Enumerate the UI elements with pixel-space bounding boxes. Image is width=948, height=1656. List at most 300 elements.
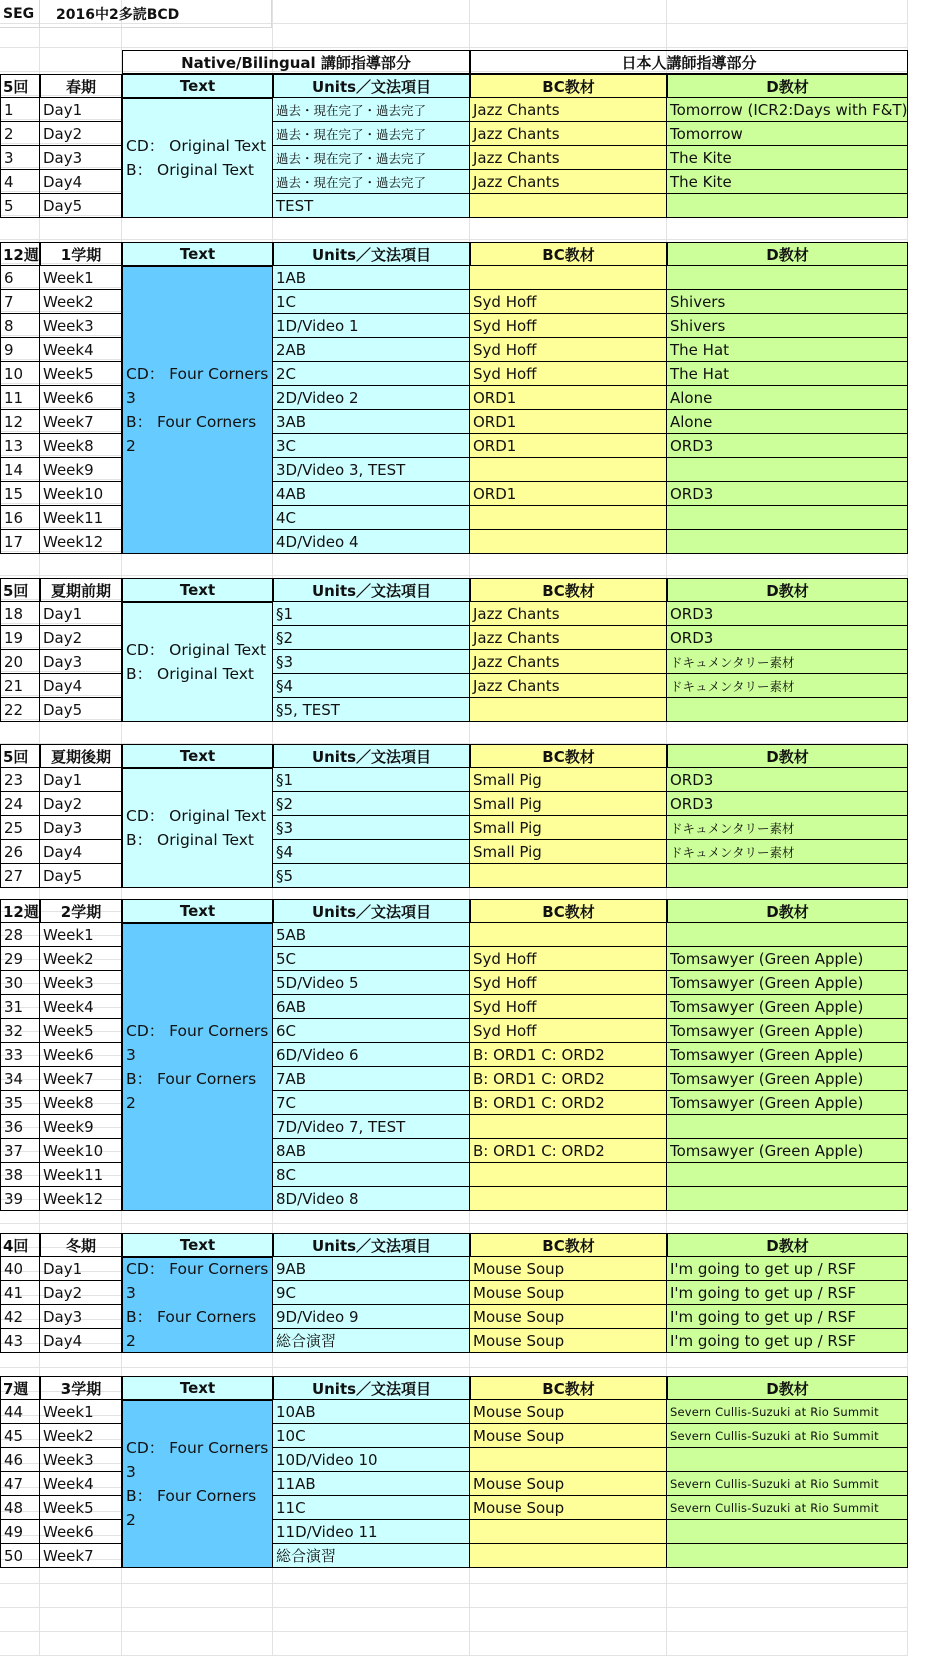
row-number: 36 xyxy=(0,1115,40,1139)
row-session: Week9 xyxy=(40,1115,122,1139)
column-header-text: Text xyxy=(122,242,273,266)
row-bc-material: Jazz Chants xyxy=(470,650,667,674)
grid-cell[interactable] xyxy=(273,216,470,240)
row-units: 過去・現在完了・過去完了 xyxy=(273,170,470,194)
section-term: 3学期 xyxy=(40,1376,122,1400)
grid-cell[interactable] xyxy=(0,48,40,72)
grid-cell[interactable] xyxy=(40,216,122,240)
grid-cell[interactable] xyxy=(470,0,667,24)
row-session: Day1 xyxy=(40,768,122,792)
grid-cell[interactable] xyxy=(0,720,40,744)
row-number: 38 xyxy=(0,1163,40,1187)
column-header-bc: BC教材 xyxy=(470,1376,667,1400)
row-units: 6D/Video 6 xyxy=(273,1043,470,1067)
text-material-line: B： Four Corners 2 xyxy=(126,1308,257,1350)
column-header-d: D教材 xyxy=(667,242,908,266)
row-units: §4 xyxy=(273,674,470,698)
grid-cell[interactable] xyxy=(273,552,470,576)
row-bc-material: Syd Hoff xyxy=(470,362,667,386)
text-material-line: B： Original Text xyxy=(126,161,254,179)
row-session: Day3 xyxy=(40,816,122,840)
row-units: 2D/Video 2 xyxy=(273,386,470,410)
grid-cell[interactable] xyxy=(0,1632,40,1656)
row-session: Week3 xyxy=(40,314,122,338)
grid-cell[interactable] xyxy=(273,0,470,24)
row-bc-material xyxy=(470,1448,667,1472)
row-session: Day1 xyxy=(40,98,122,122)
grid-cell[interactable] xyxy=(122,720,273,744)
row-bc-material: Jazz Chants xyxy=(470,146,667,170)
text-material-line: CD： Four Corners xyxy=(126,365,269,383)
grid-cell[interactable] xyxy=(273,720,470,744)
row-units: 10AB xyxy=(273,1400,470,1424)
row-d-material: Tomsawyer (Green Apple) xyxy=(667,1019,908,1043)
text-material-line: B： Four Corners 2 xyxy=(126,1487,257,1529)
row-d-material xyxy=(667,266,908,290)
row-units: §3 xyxy=(273,816,470,840)
row-d-material xyxy=(667,1520,908,1544)
row-d-material: Shivers xyxy=(667,290,908,314)
row-number: 37 xyxy=(0,1139,40,1163)
grid-cell[interactable] xyxy=(667,1632,908,1656)
row-session: Week8 xyxy=(40,1091,122,1115)
row-units: §1 xyxy=(273,768,470,792)
row-bc-material: Mouse Soup xyxy=(470,1305,667,1329)
row-session: Week6 xyxy=(40,1520,122,1544)
text-material-line: 3 xyxy=(126,1284,136,1302)
column-header-bc: BC教材 xyxy=(470,74,667,98)
row-d-material: Tomsawyer (Green Apple) xyxy=(667,971,908,995)
grid-cell[interactable] xyxy=(470,1632,667,1656)
row-session: Day3 xyxy=(40,650,122,674)
column-header-text: Text xyxy=(122,1233,273,1257)
row-d-material: I'm going to get up / RSF xyxy=(667,1257,908,1281)
section-count: 5回 xyxy=(0,744,40,768)
row-units: 1C xyxy=(273,290,470,314)
row-number: 6 xyxy=(0,266,40,290)
row-number: 42 xyxy=(0,1305,40,1329)
row-number: 9 xyxy=(0,338,40,362)
row-bc-material: Syd Hoff xyxy=(470,971,667,995)
row-session: Week9 xyxy=(40,458,122,482)
row-bc-material: B: ORD1 C: ORD2 xyxy=(470,1139,667,1163)
row-session: Day2 xyxy=(40,792,122,816)
row-d-material: ドキュメンタリー素材 xyxy=(667,840,908,864)
row-bc-material xyxy=(470,1163,667,1187)
section-count: 5回 xyxy=(0,578,40,602)
grid-cell[interactable] xyxy=(40,1584,122,1608)
row-d-material: ORD3 xyxy=(667,602,908,626)
section-term: 2学期 xyxy=(40,899,122,923)
grid-cell[interactable] xyxy=(0,552,40,576)
row-d-material: Alone xyxy=(667,386,908,410)
row-bc-material: ORD1 xyxy=(470,434,667,458)
text-material-line: CD： Four Corners xyxy=(126,1022,269,1040)
row-d-material: ドキュメンタリー素材 xyxy=(667,674,908,698)
text-material-cell xyxy=(122,98,273,218)
row-units: 11D/Video 11 xyxy=(273,1520,470,1544)
column-header-bc: BC教材 xyxy=(470,242,667,266)
row-d-material xyxy=(667,1544,908,1568)
row-bc-material: Syd Hoff xyxy=(470,314,667,338)
section-term: 夏期後期 xyxy=(40,744,122,768)
row-d-material xyxy=(667,1163,908,1187)
row-number: 5 xyxy=(0,194,40,218)
row-number: 43 xyxy=(0,1329,40,1353)
row-units: 総合演習 xyxy=(273,1544,470,1568)
row-session: Day4 xyxy=(40,1329,122,1353)
text-material-line: 3 xyxy=(126,1463,136,1481)
row-units: 3D/Video 3, TEST xyxy=(273,458,470,482)
row-number: 25 xyxy=(0,816,40,840)
row-d-material xyxy=(667,194,908,218)
row-session: Day4 xyxy=(40,840,122,864)
row-bc-material: ORD1 xyxy=(470,386,667,410)
row-d-material xyxy=(667,698,908,722)
row-d-material xyxy=(667,1448,908,1472)
column-header-units: Units／文法項目 xyxy=(273,744,470,768)
row-units: §2 xyxy=(273,626,470,650)
row-number: 48 xyxy=(0,1496,40,1520)
row-units: 9D/Video 9 xyxy=(273,1305,470,1329)
text-material-line: 3 xyxy=(126,1046,136,1064)
row-bc-material xyxy=(470,506,667,530)
row-session: Day1 xyxy=(40,1257,122,1281)
grid-cell[interactable] xyxy=(470,720,667,744)
row-bc-material xyxy=(470,1187,667,1211)
row-units: 8C xyxy=(273,1163,470,1187)
row-units: 1AB xyxy=(273,266,470,290)
row-bc-material: B: ORD1 C: ORD2 xyxy=(470,1043,667,1067)
row-session: Week6 xyxy=(40,1043,122,1067)
row-number: 20 xyxy=(0,650,40,674)
column-header-units: Units／文法項目 xyxy=(273,74,470,98)
row-bc-material: Jazz Chants xyxy=(470,602,667,626)
row-units: 1D/Video 1 xyxy=(273,314,470,338)
row-number: 34 xyxy=(0,1067,40,1091)
grid-cell[interactable] xyxy=(40,720,122,744)
row-number: 7 xyxy=(0,290,40,314)
row-bc-material: Mouse Soup xyxy=(470,1472,667,1496)
row-units: 8AB xyxy=(273,1139,470,1163)
row-session: Day1 xyxy=(40,602,122,626)
row-session: Week2 xyxy=(40,1424,122,1448)
row-bc-material: Mouse Soup xyxy=(470,1424,667,1448)
row-bc-material: ORD1 xyxy=(470,410,667,434)
row-d-material xyxy=(667,506,908,530)
row-bc-material: Jazz Chants xyxy=(470,170,667,194)
row-d-material: Tomsawyer (Green Apple) xyxy=(667,1043,908,1067)
grid-cell[interactable] xyxy=(667,1584,908,1608)
row-session: Week7 xyxy=(40,1067,122,1091)
row-bc-material: Jazz Chants xyxy=(470,98,667,122)
text-material-cell xyxy=(122,602,273,722)
section-term: 冬期 xyxy=(40,1233,122,1257)
row-number: 31 xyxy=(0,995,40,1019)
row-number: 50 xyxy=(0,1544,40,1568)
grid-cell[interactable] xyxy=(667,720,908,744)
row-number: 39 xyxy=(0,1187,40,1211)
column-header-d: D教材 xyxy=(667,74,908,98)
row-session: Week4 xyxy=(40,338,122,362)
grid-cell[interactable] xyxy=(273,1584,470,1608)
row-units: 7D/Video 7, TEST xyxy=(273,1115,470,1139)
row-d-material: Tomsawyer (Green Apple) xyxy=(667,995,908,1019)
row-units: 9C xyxy=(273,1281,470,1305)
row-session: Week1 xyxy=(40,266,122,290)
row-bc-material: Syd Hoff xyxy=(470,1019,667,1043)
row-session: Week5 xyxy=(40,362,122,386)
column-header-units: Units／文法項目 xyxy=(273,1233,470,1257)
row-session: Week6 xyxy=(40,386,122,410)
column-header-units: Units／文法項目 xyxy=(273,578,470,602)
grid-cell[interactable] xyxy=(470,1608,667,1632)
row-units: §5, TEST xyxy=(273,698,470,722)
column-header-units: Units／文法項目 xyxy=(273,1376,470,1400)
row-d-material xyxy=(667,923,908,947)
row-units: 5C xyxy=(273,947,470,971)
row-units: §5 xyxy=(273,864,470,888)
row-bc-material: Small Pig xyxy=(470,768,667,792)
row-number: 13 xyxy=(0,434,40,458)
row-session: Week2 xyxy=(40,947,122,971)
row-session: Week4 xyxy=(40,995,122,1019)
row-bc-material xyxy=(470,923,667,947)
row-units: 11AB xyxy=(273,1472,470,1496)
row-units: 9AB xyxy=(273,1257,470,1281)
row-session: Week12 xyxy=(40,530,122,554)
grid-cell[interactable] xyxy=(470,552,667,576)
row-units: 2C xyxy=(273,362,470,386)
row-bc-material: Jazz Chants xyxy=(470,626,667,650)
row-number: 49 xyxy=(0,1520,40,1544)
row-session: Day5 xyxy=(40,194,122,218)
grid-cell[interactable] xyxy=(273,1608,470,1632)
row-d-material: ドキュメンタリー素材 xyxy=(667,816,908,840)
column-header-d: D教材 xyxy=(667,899,908,923)
grid-cell[interactable] xyxy=(122,552,273,576)
grid-cell[interactable] xyxy=(40,48,122,72)
row-d-material: Alone xyxy=(667,410,908,434)
grid-cell[interactable] xyxy=(40,552,122,576)
section-count: 5回 xyxy=(0,74,40,98)
text-material-line: B： Four Corners 2 xyxy=(126,413,257,455)
row-units: 4C xyxy=(273,506,470,530)
row-units: 4D/Video 4 xyxy=(273,530,470,554)
row-number: 14 xyxy=(0,458,40,482)
row-session: Week10 xyxy=(40,482,122,506)
row-d-material: I'm going to get up / RSF xyxy=(667,1329,908,1353)
row-bc-material xyxy=(470,1520,667,1544)
row-number: 28 xyxy=(0,923,40,947)
row-units: 5D/Video 5 xyxy=(273,971,470,995)
grid-cell[interactable] xyxy=(122,1632,273,1656)
row-bc-material: Mouse Soup xyxy=(470,1496,667,1520)
row-d-material: ドキュメンタリー素材 xyxy=(667,650,908,674)
row-bc-material: Mouse Soup xyxy=(470,1329,667,1353)
row-number: 33 xyxy=(0,1043,40,1067)
row-units: TEST xyxy=(273,194,470,218)
row-session: Day5 xyxy=(40,864,122,888)
grid-cell[interactable] xyxy=(470,1584,667,1608)
section-count: 4回 xyxy=(0,1233,40,1257)
row-d-material: Tomsawyer (Green Apple) xyxy=(667,947,908,971)
sheet-title-left: SEG xyxy=(0,0,40,28)
row-units: §4 xyxy=(273,840,470,864)
column-header-text: Text xyxy=(122,578,273,602)
row-bc-material: Small Pig xyxy=(470,816,667,840)
row-number: 45 xyxy=(0,1424,40,1448)
row-bc-material: Small Pig xyxy=(470,792,667,816)
row-d-material: I'm going to get up / RSF xyxy=(667,1281,908,1305)
row-number: 3 xyxy=(0,146,40,170)
row-d-material: Severn Cullis-Suzuki at Rio Summit xyxy=(667,1400,908,1424)
grid-cell[interactable] xyxy=(122,216,273,240)
row-session: Week10 xyxy=(40,1139,122,1163)
row-units: 過去・現在完了・過去完了 xyxy=(273,98,470,122)
row-units: 2AB xyxy=(273,338,470,362)
row-number: 11 xyxy=(0,386,40,410)
column-header-d: D教材 xyxy=(667,1376,908,1400)
row-bc-material: Syd Hoff xyxy=(470,290,667,314)
row-units: 5AB xyxy=(273,923,470,947)
row-session: Week1 xyxy=(40,923,122,947)
row-number: 21 xyxy=(0,674,40,698)
row-bc-material xyxy=(470,458,667,482)
grid-cell[interactable] xyxy=(122,1584,273,1608)
row-units: 10C xyxy=(273,1424,470,1448)
section-count: 12週 xyxy=(0,899,40,923)
row-session: Week4 xyxy=(40,1472,122,1496)
grid-cell[interactable] xyxy=(667,216,908,240)
row-session: Week3 xyxy=(40,971,122,995)
row-session: Week7 xyxy=(40,410,122,434)
grid-cell[interactable] xyxy=(0,1584,40,1608)
row-session: Week11 xyxy=(40,1163,122,1187)
row-bc-material: Mouse Soup xyxy=(470,1281,667,1305)
grid-cell[interactable] xyxy=(273,1632,470,1656)
grid-cell[interactable] xyxy=(0,216,40,240)
grid-cell[interactable] xyxy=(667,1608,908,1632)
row-units: 過去・現在完了・過去完了 xyxy=(273,122,470,146)
grid-cell[interactable] xyxy=(122,1608,273,1632)
row-units: §1 xyxy=(273,602,470,626)
row-units: 過去・現在完了・過去完了 xyxy=(273,146,470,170)
native-header: Native/Bilingual 講師指導部分 xyxy=(122,50,470,74)
text-material-line: CD： Original Text xyxy=(126,137,267,155)
row-d-material: ORD3 xyxy=(667,768,908,792)
text-material-cell xyxy=(122,923,273,1211)
row-session: Week7 xyxy=(40,1544,122,1568)
row-bc-material: B: ORD1 C: ORD2 xyxy=(470,1067,667,1091)
row-session: Week11 xyxy=(40,506,122,530)
column-header-d: D教材 xyxy=(667,578,908,602)
row-d-material: Tomorrow (ICR2:Days with F&T) xyxy=(667,98,908,122)
grid-cell[interactable] xyxy=(470,216,667,240)
text-material-cell xyxy=(122,768,273,888)
row-units: 4AB xyxy=(273,482,470,506)
row-bc-material xyxy=(470,194,667,218)
row-units: 総合演習 xyxy=(273,1329,470,1353)
row-bc-material: Mouse Soup xyxy=(470,1400,667,1424)
grid-cell[interactable] xyxy=(40,1608,122,1632)
row-units: §2 xyxy=(273,792,470,816)
row-session: Week3 xyxy=(40,1448,122,1472)
text-material-line: 3 xyxy=(126,389,136,407)
text-material-line: CD： Original Text xyxy=(126,641,267,659)
row-bc-material xyxy=(470,530,667,554)
column-header-bc: BC教材 xyxy=(470,744,667,768)
sheet-title: 2016中2多読BCD xyxy=(40,0,272,28)
column-header-bc: BC教材 xyxy=(470,899,667,923)
row-session: Week5 xyxy=(40,1496,122,1520)
row-number: 35 xyxy=(0,1091,40,1115)
grid-cell[interactable] xyxy=(470,24,667,48)
row-d-material: ORD3 xyxy=(667,792,908,816)
row-number: 22 xyxy=(0,698,40,722)
row-units: 6C xyxy=(273,1019,470,1043)
row-d-material xyxy=(667,530,908,554)
row-session: Week5 xyxy=(40,1019,122,1043)
column-header-units: Units／文法項目 xyxy=(273,899,470,923)
column-header-text: Text xyxy=(122,744,273,768)
row-d-material: ORD3 xyxy=(667,626,908,650)
row-session: Day2 xyxy=(40,122,122,146)
text-material-line: CD： Four Corners xyxy=(126,1439,269,1457)
row-session: Day5 xyxy=(40,698,122,722)
row-session: Week8 xyxy=(40,434,122,458)
text-material-cell xyxy=(122,266,273,554)
row-d-material xyxy=(667,864,908,888)
row-session: Day3 xyxy=(40,1305,122,1329)
grid-cell[interactable] xyxy=(273,24,470,48)
row-d-material: Tomsawyer (Green Apple) xyxy=(667,1139,908,1163)
row-units: 8D/Video 8 xyxy=(273,1187,470,1211)
text-material-line: CD： Four Corners xyxy=(126,1260,269,1278)
row-number: 15 xyxy=(0,482,40,506)
row-number: 19 xyxy=(0,626,40,650)
section-term: 夏期前期 xyxy=(40,578,122,602)
row-d-material: Severn Cullis-Suzuki at Rio Summit xyxy=(667,1496,908,1520)
row-d-material: The Kite xyxy=(667,146,908,170)
row-number: 8 xyxy=(0,314,40,338)
row-bc-material: Jazz Chants xyxy=(470,674,667,698)
grid-cell[interactable] xyxy=(667,0,908,24)
row-units: 7AB xyxy=(273,1067,470,1091)
grid-cell[interactable] xyxy=(40,1632,122,1656)
row-d-material: I'm going to get up / RSF xyxy=(667,1305,908,1329)
row-number: 4 xyxy=(0,170,40,194)
section-count: 7週 xyxy=(0,1376,40,1400)
row-units: 3C xyxy=(273,434,470,458)
row-bc-material: Syd Hoff xyxy=(470,947,667,971)
grid-cell[interactable] xyxy=(667,24,908,48)
row-bc-material xyxy=(470,864,667,888)
row-number: 46 xyxy=(0,1448,40,1472)
row-number: 24 xyxy=(0,792,40,816)
grid-cell[interactable] xyxy=(667,552,908,576)
row-session: Day2 xyxy=(40,626,122,650)
text-material-cell xyxy=(122,1257,273,1353)
column-header-bc: BC教材 xyxy=(470,1233,667,1257)
row-number: 1 xyxy=(0,98,40,122)
row-bc-material: Jazz Chants xyxy=(470,122,667,146)
row-units: 11C xyxy=(273,1496,470,1520)
grid-cell[interactable] xyxy=(0,1608,40,1632)
row-units: 10D/Video 10 xyxy=(273,1448,470,1472)
row-bc-material: Syd Hoff xyxy=(470,995,667,1019)
row-number: 18 xyxy=(0,602,40,626)
